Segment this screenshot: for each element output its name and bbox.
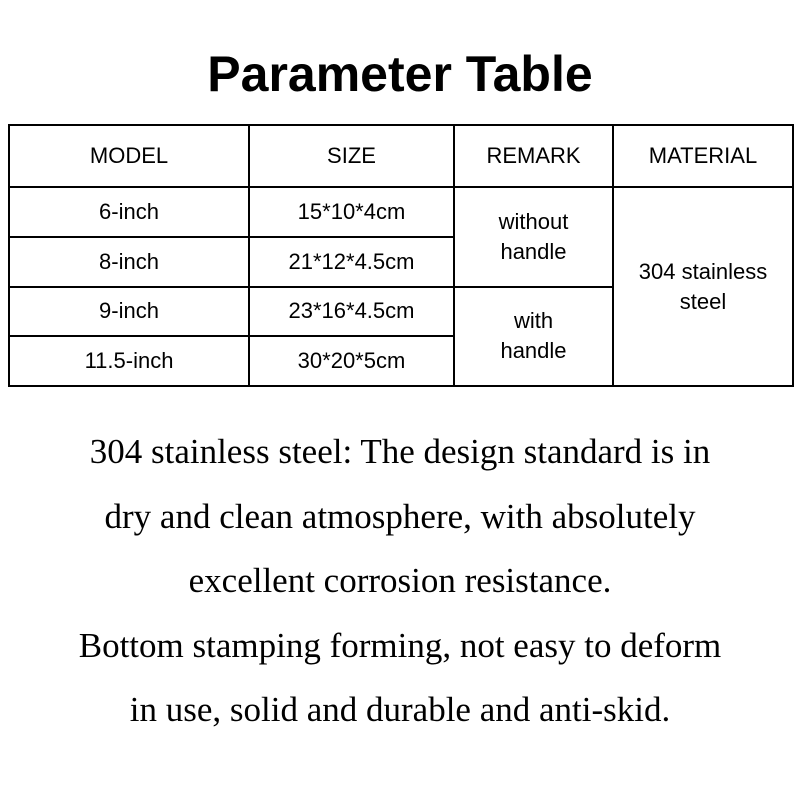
remark-cell bbox=[454, 187, 613, 287]
remark-line: handle bbox=[500, 338, 567, 364]
header-material: MATERIAL bbox=[613, 125, 793, 187]
description-line: dry and clean atmosphere, with absolutely bbox=[104, 496, 696, 536]
model-cell: 11.5-inch bbox=[9, 336, 249, 386]
description-line: in use, solid and durable and anti-skid. bbox=[129, 690, 671, 729]
remark-line: handle bbox=[500, 238, 567, 264]
material-cell bbox=[613, 187, 793, 386]
model-cell: 6-inch bbox=[9, 187, 249, 237]
size-cell: 15*10*4cm bbox=[249, 187, 454, 237]
size-cell: 21*12*4.5cm bbox=[249, 237, 454, 287]
remark-line: without bbox=[498, 208, 569, 234]
material-line: 304 stainless bbox=[638, 258, 768, 284]
model-cell: 8-inch bbox=[9, 237, 249, 287]
header-size: SIZE bbox=[249, 125, 454, 187]
description-line: 304 stainless steel: The design standard is in bbox=[89, 432, 711, 471]
model-cell: 9-inch bbox=[9, 287, 249, 337]
size-cell: 30*20*5cm bbox=[249, 336, 454, 386]
material-description bbox=[0, 420, 800, 743]
header-model: MODEL bbox=[9, 125, 249, 187]
page-title: Parameter Table bbox=[207, 46, 593, 102]
table-row bbox=[9, 187, 793, 237]
remark-line: with bbox=[513, 308, 554, 334]
remark-cell bbox=[454, 287, 613, 387]
table-header-row bbox=[9, 125, 793, 187]
description-line: Bottom stamping forming, not easy to deform bbox=[78, 625, 722, 665]
material-line: steel bbox=[679, 288, 727, 314]
header-remark: REMARK bbox=[454, 125, 613, 187]
description-line: excellent corrosion resistance. bbox=[188, 561, 612, 600]
size-cell: 23*16*4.5cm bbox=[249, 287, 454, 337]
parameter-table bbox=[8, 124, 794, 387]
